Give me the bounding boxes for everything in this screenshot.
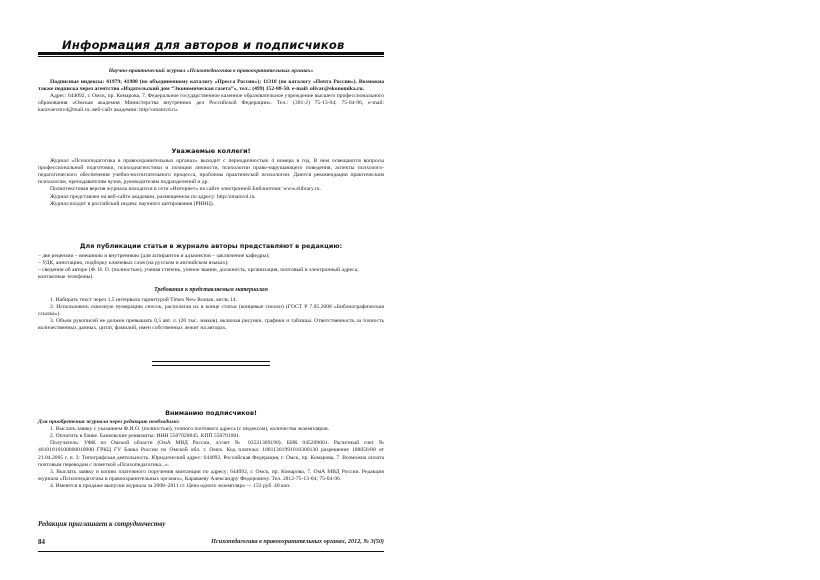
- page-number: 84: [38, 538, 45, 546]
- publication-block: [38, 243, 384, 332]
- subscribers-step-4: 4. Имеются в продаже выпуски журнала за 2008–2011 гг. Цена одного экземпляра — 153 руб. 40 коп.: [50, 482, 291, 489]
- colleagues-paragraph-3: Журнал представлен на веб-сайте академии, размещенном по адресу: http//omamvd.ru.: [50, 193, 256, 200]
- journal-title: Научно-практический журнал «Психопедагогика в правоохранительных органах»: [108, 68, 314, 74]
- publication-heading: Для публикации статьи в журнале авторы представляют в редакцию:: [79, 242, 343, 250]
- colleagues-paragraph-4: Журнал входит в российский индекс научного цитирования (РИНЦ).: [50, 200, 215, 207]
- publication-item-2: – УДК, аннотацию, подборку ключевых слов (на русском и английском языках);: [38, 260, 229, 267]
- page-header-title: Информация для авторов и подписчиков: [62, 38, 345, 52]
- requirement-1: 1. Набирать текст через 1,5 интервала гарнитурой Times New Roman, кегль 14.: [50, 296, 238, 303]
- subscribers-step-3: 3. Выслать заявку и копию платежного поручения квитанции по адресу: 644092, г. Омск, пр. Комарова, 7. ОмА МВД России. Редакция журнала «Психопедагогика в правоохранительных органах», Караваеву Александру Федоровичу. Тел. 2812-75-13-04; 75-04-96.: [38, 468, 384, 482]
- address-line: Адрес: 644092, г. Омск, пр. Комарова, 7. Федеральное государственное казенное образовательное учреждение высшего профессионального образования «Омская академия Министерства внутренних дел Российской Федерации». Тел.: (381-2) 75-13-04; 75-04-96, e-mail: karavaevmvd@mail.ru; веб-сайт академии: http//omamvd.ru.: [38, 93, 384, 114]
- colleagues-block: [38, 148, 384, 208]
- subscribers-recipient: Получатель: УФК по Омской области (ОмА МВД России, л/счет № 03521309190). БИК 045209001. Расчетный счет № 40101810100000010000 ГРКЦ ГУ Банка России по Омской обл. г. Омск. Код платежа: 18811301991010300130 разрешение 188056/08 от 21.04.2005 г. п. 3: Типографская деятельность. Юридический адрес: 644092, Российская Федерация, г. Омск, пр. Комарова, 7. Возможна оплата почтовым переводом с пометкой «Психопедагогика...».: [38, 440, 384, 468]
- footer-rule: [38, 551, 384, 552]
- requirement-3: 3. Объем рукописей не должен превышать 0,5 авт. л. (20 тыс. знаков), включая рисунки, графики и таблицы. Ответственность за точность количественных данных, цитат, фамилий, имен собственных лежит на авторах.: [38, 317, 384, 331]
- footer-invitation: Редакция приглашает к сотрудничеству: [38, 520, 166, 528]
- publication-item-1: – две рецензии – внешнюю и внутреннюю (для аспирантов и адъюнктов – заключение кафедры);: [38, 253, 270, 260]
- subscribers-intro: Для приобретения журнала через редакцию необходимо:: [38, 419, 180, 426]
- publication-item-3: – сведения об авторе (Ф. И. О. (полностью), ученая степень, ученое звание, должность, организация, почтовый и электронный адреса, контактные телефоны).: [38, 267, 359, 281]
- subscription-index-line: Подписные индексы: 41979; 41980 (по объединенному каталогу «Пресса России»); 11310 (по каталогу «Почта России»). Возможна также подписка через агентство «Издательский дом “Экономическая газета”», тел.: (499) 152-88-50. e-mail: olivar@ekonomika.ru.: [38, 79, 384, 93]
- colleagues-paragraph-1: Журнал «Психопедагогика в правоохранительных органах» выходит с периодичностью 4 номера в год. В нем освещаются вопросы профессиональной подготовки, психодиагностики и позиции личности, психологии право-нарушающего поведения, аспекты психолого-педагогического обеспечения учебно-воспитательного процесса, проблемы практической психологии. Даются рекомендации практическим психологам, преподавателям вузов, руководителям подразделений и др.: [38, 158, 384, 186]
- journal-info-block: [38, 68, 384, 115]
- subscribers-step-1: 1. Выслать заявку с указанием Ф.И.О. (полностью), точного почтового адреса (с индексом), количества экземпляров.: [50, 426, 329, 433]
- document-page: [38, 0, 384, 580]
- section-divider-top: [152, 361, 270, 362]
- subscribers-heading: Вниманию подписчиков!: [165, 409, 257, 417]
- subscribers-block: [38, 410, 384, 490]
- requirement-2: 2. Использовать сквозную нумерацию сносок, располагая их в конце статьи (концевые сноски) (ГОСТ Р 7.05.2008 «Библиографическая ссылка»).: [38, 303, 384, 317]
- header-rule-thick: [38, 52, 384, 55]
- colleagues-heading: Уважаемые коллеги!: [171, 147, 251, 155]
- running-footer-journal: Психопедагогика в правоохранительных органах, 2012, № 3(50): [211, 538, 384, 545]
- subscribers-step-2: 2. Оплатить в банке. Банковские реквизиты: ИНН 5507028845. КПП 550701001.: [50, 433, 241, 440]
- header-rule-thin: [38, 56, 384, 57]
- section-divider-bottom: [152, 365, 270, 366]
- requirements-heading: Требования к представляемым материалам: [154, 287, 268, 294]
- colleagues-paragraph-2: Полнотекстовая версия журнала находится в сети «Интернет» на сайте электронной Библиотеки: www.elibrary.ru.: [50, 186, 321, 193]
- page-folio: [38, 538, 384, 546]
